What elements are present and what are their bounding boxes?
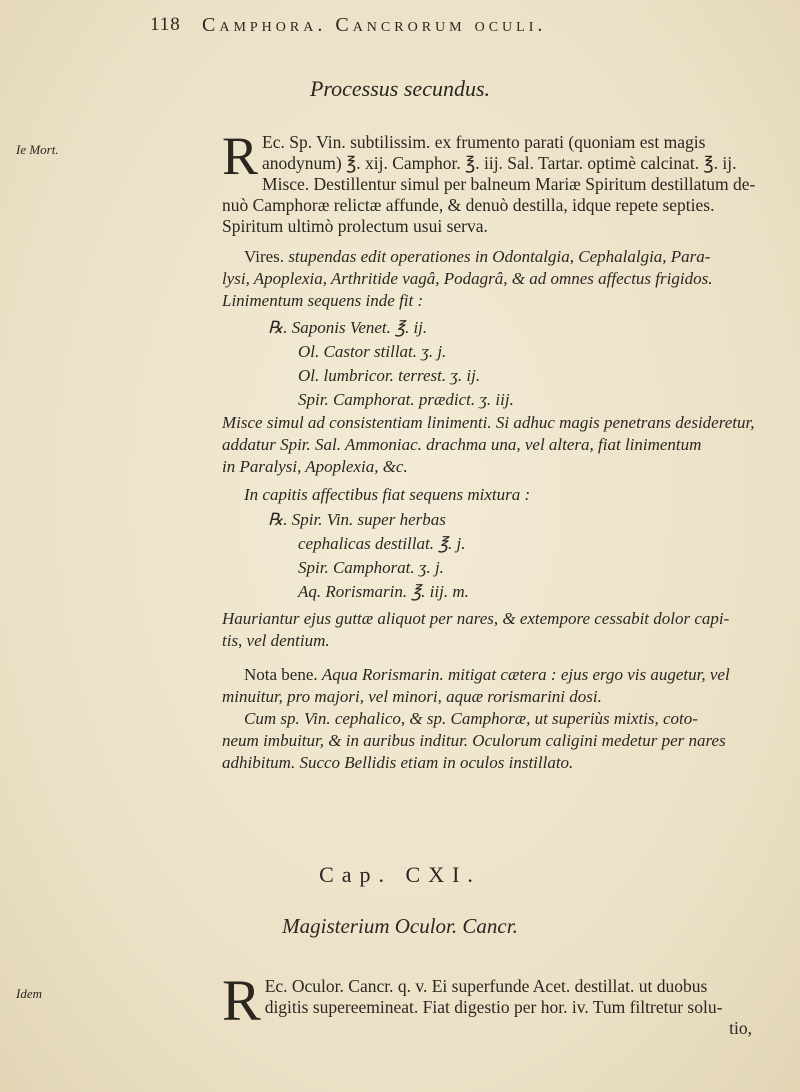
text-line: addatur Spir. Sal. Ammoniac. drachma una, vel altera, fiat linimentum [222, 435, 702, 454]
recipe-line: Ol. lumbricor. terrest. ʒ. ij. [298, 366, 481, 385]
text-line: Ec. Oculor. Cancr. q. v. Ei superfunde Acet. destillat. ut duobus [264, 976, 708, 996]
margin-note-second: Idem [16, 986, 42, 1001]
paragraph-misce [222, 412, 792, 478]
text-line: digitis supereemineat. Fiat digestio per hor. iv. Tum filtretur solu- [264, 997, 723, 1017]
recipe-mixtura [268, 508, 469, 604]
recipe-line: ℞. Saponis Venet. ℥. ij. [268, 318, 428, 337]
paragraph-vires [222, 246, 792, 312]
chapter-title: Magisterium Oculor. Cancr. [282, 914, 518, 938]
text-line: anodynum) ℥. xij. Camphor. ℥. iij. Sal. Tartar. optimè calcinat. ℥. ij. [262, 153, 737, 173]
vires-label: Vires. [244, 247, 285, 266]
text-line: in Paralysi, Apoplexia, &c. [222, 457, 408, 476]
recipe-linimentum [268, 316, 514, 412]
text-line: Ec. Sp. Vin. subtilissim. ex frumento parati (quoniam est magis [262, 132, 706, 152]
text-line: stupendas edit operationes in Odontalgia, Cephalalgia, Para- [288, 247, 711, 266]
paragraph-magisterium [222, 968, 782, 1039]
text-line: Cum sp. Vin. cephalico, & sp. Camphoræ, ut superiùs mixtis, coto- [244, 709, 698, 728]
page-number: 118 [150, 14, 181, 35]
dropcap: R [222, 968, 261, 1033]
margin-note-first: Ie Mort. [16, 142, 59, 157]
text-line: lysi, Apoplexia, Arthritide vagâ, Podagrâ, & ad omnes affectus frigidos. [222, 269, 713, 288]
text-line: Hauriantur ejus guttæ aliquot per nares, & extempore cessabit dolor capi- [222, 609, 730, 628]
recipe-line: Ol. Castor stillat. ʒ. j. [298, 342, 447, 361]
text-line: Aqua Rorismarin. mitigat cætera : ejus ergo vis augetur, vel [321, 665, 730, 684]
text-line: tis, vel dentium. [222, 631, 330, 650]
recipe-line: ℞. Spir. Vin. super herbas [268, 510, 446, 529]
paragraph-recipe-spirit [222, 126, 792, 237]
paragraph-hauriantur [222, 608, 792, 652]
nota-label: Nota bene. [244, 665, 318, 684]
text-line: nuò Camphoræ relictæ affunde, & denuò destilla, idque repete septies. [222, 195, 715, 215]
text-line: tio, [729, 1018, 752, 1038]
recipe-line: cephalicas destillat. ℥. j. [298, 534, 466, 553]
recipe-line: Aq. Rorismarin. ℥. iij. m. [298, 582, 469, 601]
text-line: neum imbuitur, & in auribus inditur. Oculorum caligini medetur per nares [222, 731, 726, 750]
text-line: Spiritum ultimò prolectum usui serva. [222, 216, 488, 236]
text-line: Linimentum sequens inde fit : [222, 291, 424, 310]
dropcap: R [222, 126, 259, 186]
recipe-line: Spir. Camphorat. prædict. ʒ. iij. [298, 390, 514, 409]
text-line: minuitur, pro majori, vel minori, aquæ rorismarini dosi. [222, 687, 602, 706]
recipe-line: Spir. Camphorat. ʒ. j. [298, 558, 444, 577]
text-line: Misce. Destillentur simul per balneum Mariæ Spiritum destillatum de- [262, 174, 756, 194]
section-title: Processus secundus. [309, 76, 491, 101]
paragraph-nota [222, 664, 792, 774]
capitis-line: In capitis affectibus fiat sequens mixtura : [244, 485, 531, 504]
chapter-heading: Cap. CXI. [319, 862, 481, 887]
running-title: Camphora. Cancrorum oculi. [202, 14, 547, 36]
text-line: Misce simul ad consistentiam linimenti. Si adhuc magis penetrans desideretur, [222, 413, 755, 432]
text-line: adhibitum. Succo Bellidis etiam in oculos instillato. [222, 753, 574, 772]
